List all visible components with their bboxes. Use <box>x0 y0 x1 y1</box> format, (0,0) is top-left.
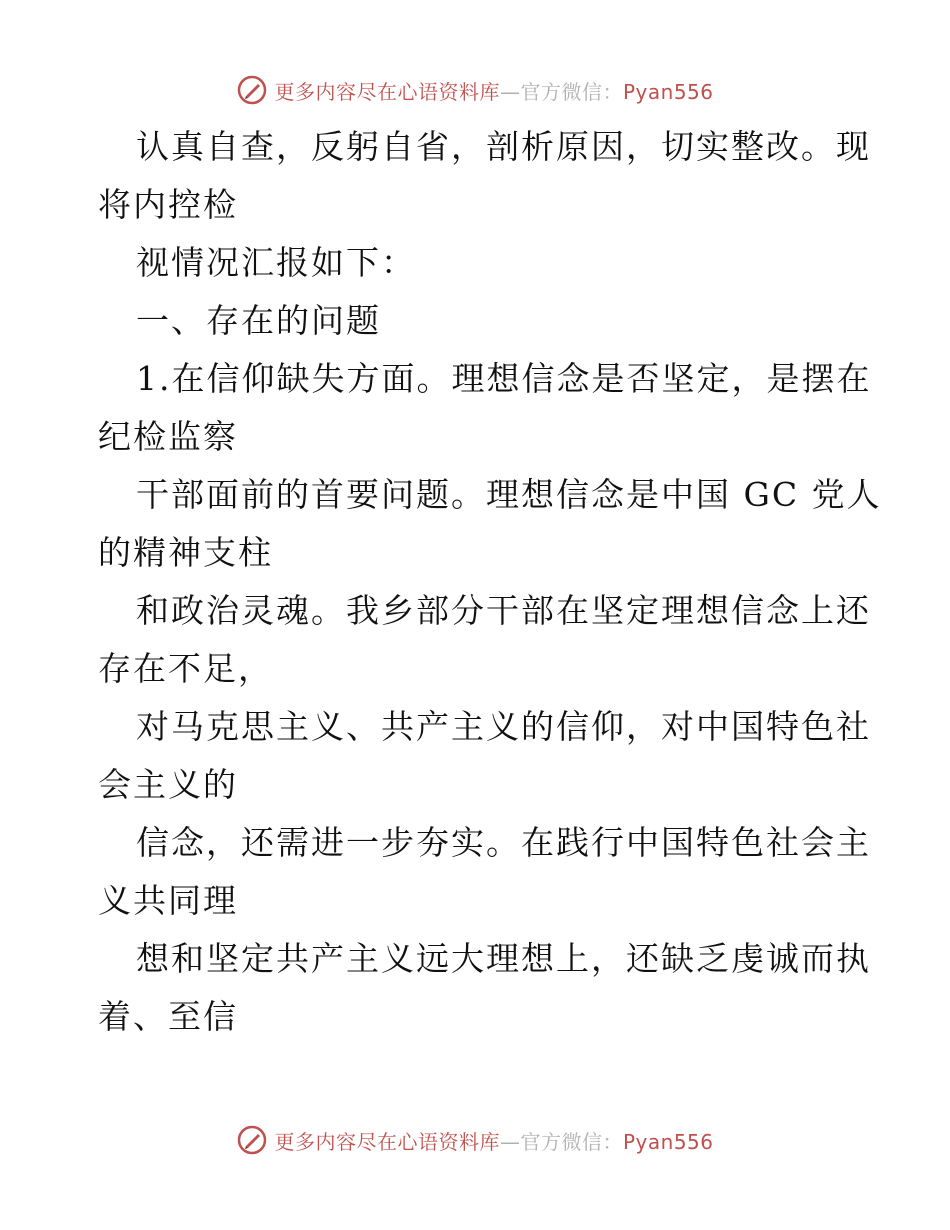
separator: — <box>499 1129 521 1154</box>
pen-logo-icon <box>236 1124 268 1156</box>
site-name: 更多内容尽在心语资料库 <box>274 1129 500 1154</box>
paragraph-line: 纪检监察 <box>98 417 238 456</box>
paragraph-line: 和政治灵魂。我乡部分干部在坚定理想信念上还 <box>136 591 871 630</box>
paragraph-line: 将内控检 <box>98 185 238 224</box>
document-body <box>98 118 882 1046</box>
pen-logo-icon <box>236 74 268 106</box>
paragraph-line: 存在不足， <box>98 649 273 688</box>
separator: — <box>499 79 521 104</box>
paragraph-line: 信念，还需进一步夯实。在践行中国特色社会主 <box>136 823 871 862</box>
paragraph-line: 干部面前的首要问题。理想信念是中国 GC 党人 <box>136 475 882 514</box>
paragraph-line: 想和坚定共产主义远大理想上，还缺乏虔诚而执 <box>136 939 871 978</box>
paragraph-line: 1.在信仰缺失方面。理想信念是否坚定，是摆在 <box>136 359 872 398</box>
paragraph-line: 视情况汇报如下： <box>136 243 416 282</box>
paragraph-line: 着、至信 <box>98 997 238 1036</box>
site-name: 更多内容尽在心语资料库 <box>274 79 500 104</box>
footer-watermark-banner <box>0 1120 950 1160</box>
wechat-label: 官方微信： <box>520 79 623 104</box>
watermark-text <box>274 76 713 105</box>
wechat-label: 官方微信： <box>520 1129 623 1154</box>
wechat-handle: Pyan556 <box>622 1129 714 1154</box>
section-heading: 一、存在的问题 <box>136 301 381 340</box>
paragraph-line: 会主义的 <box>98 765 238 804</box>
paragraph-line: 的精神支柱 <box>98 533 273 572</box>
wechat-handle: Pyan556 <box>622 79 714 104</box>
paragraph-line: 义共同理 <box>98 881 238 920</box>
paragraph-line: 认真自查，反躬自省，剖析原因，切实整改。现 <box>136 127 871 166</box>
paragraph-line: 对马克思主义、共产主义的信仰，对中国特色社 <box>136 707 871 746</box>
watermark-text <box>274 1126 713 1155</box>
header-watermark-banner <box>0 70 950 110</box>
